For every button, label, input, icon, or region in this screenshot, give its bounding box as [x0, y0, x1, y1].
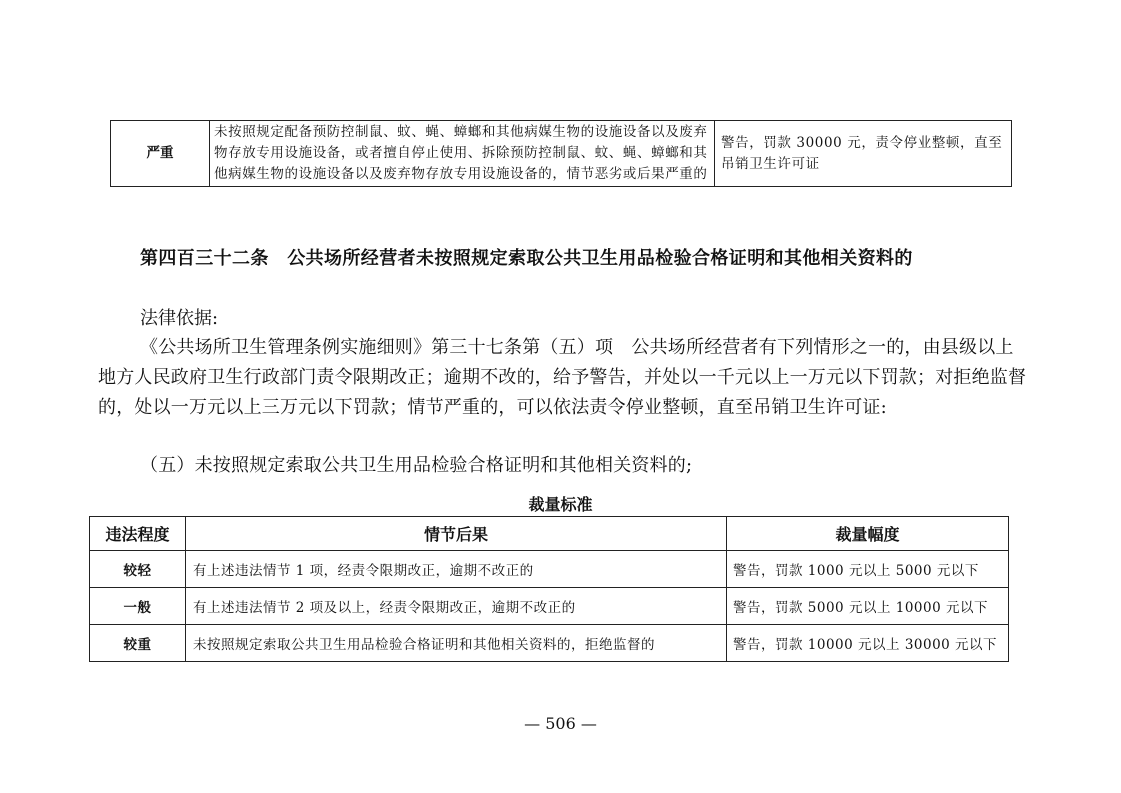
discretion-standard-table: [89, 516, 1009, 662]
page-number: — 506 —: [524, 714, 597, 733]
table-row: [90, 588, 1009, 625]
table-row: [90, 625, 1009, 662]
severity-cell: 较轻: [90, 551, 186, 588]
severity-cell: 一般: [90, 588, 186, 625]
penalty-cell: 警告，罚款 5000 元以上 10000 元以下: [727, 588, 1009, 625]
severity-cell: 严重: [111, 121, 210, 187]
table-header-row: [90, 517, 1009, 551]
previous-standard-table: [110, 120, 1012, 187]
header-severity: 违法程度: [90, 517, 186, 551]
penalty-cell: 警告，罚款 1000 元以上 5000 元以下: [727, 551, 1009, 588]
severity-cell: 较重: [90, 625, 186, 662]
legal-basis-item: （五）未按照规定索取公共卫生用品检验合格证明和其他相关资料的;: [140, 455, 693, 476]
legal-basis-paragraph: 《公共场所卫生管理条例实施细则》第三十七条第（五）项 公共场所经营者有下列情形之一的，由县级以上地方人民政府卫生行政部门责令限期改正；逾期不改的，给予警告，并处以一千元以上一万元以下罚款；对拒绝监督的，处以一万元以上三万元以下罚款；情节严重的，可以依法责令停业整顿，直至吊销卫生许可证:: [98, 337, 1027, 418]
penalty-cell: 警告，罚款 30000 元，责令停业整顿，直至吊销卫生许可证: [715, 121, 1012, 187]
circumstance-cell: 有上述违法情节 2 项及以上，经责令限期改正，逾期不改正的: [186, 588, 727, 625]
article-title: 第四百三十二条 公共场所经营者未按照规定索取公共卫生用品检验合格证明和其他相关资料的: [140, 248, 913, 269]
header-circumstance: 情节后果: [186, 517, 727, 551]
circumstance-cell: 未按照规定索取公共卫生用品检验合格证明和其他相关资料的，拒绝监督的: [186, 625, 727, 662]
penalty-cell: 警告，罚款 10000 元以上 30000 元以下: [727, 625, 1009, 662]
legal-basis-label: 法律依据:: [140, 308, 219, 329]
table-row: [90, 551, 1009, 588]
circumstance-cell: 未按照规定配备预防控制鼠、蚊、蝇、蟑螂和其他病媒生物的设施设备以及废弃物存放专用设施设备，或者擅自停止使用、拆除预防控制鼠、蚊、蝇、蟑螂和其他病媒生物的设施设备以及废弃物存放专用设施设备的，情节恶劣或后果严重的: [210, 121, 715, 187]
circumstance-cell: 有上述违法情节 1 项，经责令限期改正，逾期不改正的: [186, 551, 727, 588]
standard-table-title: 裁量标准: [528, 495, 593, 514]
header-penalty: 裁量幅度: [727, 517, 1009, 551]
table-row: [111, 121, 1012, 187]
